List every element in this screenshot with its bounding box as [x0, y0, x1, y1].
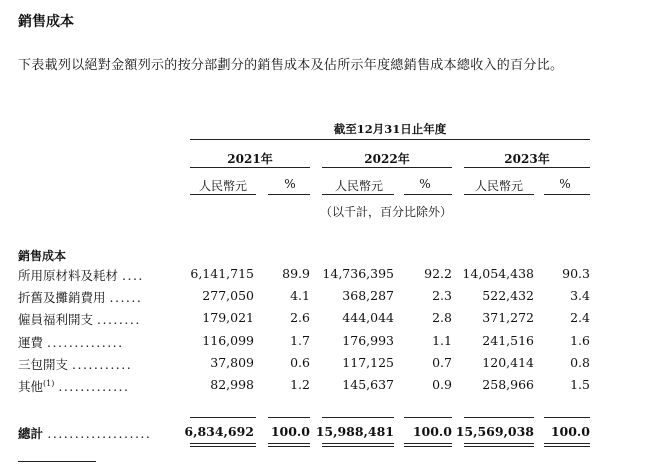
- unit-amount-2022: 人民幣元: [334, 179, 383, 193]
- year-underline-2022: [322, 167, 452, 168]
- leader-dots: ........: [97, 312, 141, 327]
- total-double-rule-b: [464, 446, 534, 447]
- value-2021-amount: 179,021: [202, 310, 254, 325]
- row-label: 其他: [18, 379, 44, 394]
- total-double-rule-b: [268, 446, 310, 447]
- value-2023-percent: 2.4: [570, 310, 590, 325]
- unit-amount-2023: 人民幣元: [474, 179, 523, 193]
- value-2022-percent: 92.2: [424, 266, 452, 281]
- total-double-rule-a: [268, 443, 310, 444]
- value-2021-amount: 116,099: [202, 333, 254, 348]
- value-2023-amount: 241,516: [482, 333, 534, 348]
- table-section-title: 銷售成本: [18, 249, 67, 263]
- total-double-rule-a: [190, 443, 256, 444]
- value-2023-percent: 90.3: [562, 266, 590, 281]
- unit-underline-amount-2022: [322, 194, 394, 195]
- row-label: 折舊及攤銷費用: [18, 290, 106, 305]
- total-double-rule-b: [544, 446, 590, 447]
- footnote-separator: [18, 461, 96, 462]
- value-2021-percent: 89.9: [282, 266, 310, 281]
- year-header-2021: 2021年: [227, 152, 273, 166]
- unit-note: （以千計，百分比除外）: [319, 205, 452, 219]
- value-2022-percent: 2.8: [432, 310, 452, 325]
- value-2023-percent: 0.8: [570, 355, 590, 370]
- value-2022-amount: 145,637: [342, 377, 394, 392]
- value-2023-amount: 371,272: [482, 310, 534, 325]
- total-2021-amount: 6,834,692: [184, 424, 254, 439]
- value-2022-amount: 117,125: [342, 355, 394, 370]
- footnote-marker: (1): [43, 378, 55, 388]
- leader-dots: ......: [109, 290, 143, 305]
- value-2021-amount: 82,998: [210, 377, 254, 392]
- period-header: 截至12月31日止年度: [333, 122, 447, 136]
- total-2023-percent: 100.0: [550, 424, 590, 439]
- subtotal-rule-2022-amount: [322, 417, 394, 418]
- unit-percent-2023: %: [559, 177, 571, 191]
- row-label: 所用原材料及耗材: [18, 268, 119, 283]
- value-2021-percent: 1.2: [290, 377, 310, 392]
- unit-underline-percent-2021: [268, 194, 310, 195]
- subtotal-rule-2022-percent: [404, 417, 452, 418]
- row-label: 僱員福利開支: [18, 312, 94, 327]
- value-2021-percent: 0.6: [290, 355, 310, 370]
- year-underline-2023: [464, 167, 590, 168]
- unit-underline-percent-2022: [404, 194, 452, 195]
- year-underline-2021: [190, 167, 310, 168]
- unit-amount-2021: 人民幣元: [198, 179, 247, 193]
- value-2023-percent: 3.4: [570, 288, 590, 303]
- total-double-rule-a: [544, 443, 590, 444]
- value-2022-amount: 176,993: [342, 333, 394, 348]
- total-double-rule-a: [322, 443, 394, 444]
- value-2023-amount: 258,966: [482, 377, 534, 392]
- value-2023-amount: 120,414: [482, 355, 534, 370]
- total-2022-percent: 100.0: [412, 424, 452, 439]
- section-heading: 銷售成本: [18, 14, 74, 30]
- year-header-2022: 2022年: [364, 152, 410, 166]
- total-double-rule-a: [404, 443, 452, 444]
- total-2022-amount: 15,988,481: [315, 424, 394, 439]
- value-2023-percent: 1.6: [570, 333, 590, 348]
- total-double-rule-b: [404, 446, 452, 447]
- total-double-rule-b: [190, 446, 256, 447]
- value-2023-amount: 14,054,438: [462, 266, 534, 281]
- unit-percent-2022: %: [419, 177, 431, 191]
- value-2021-percent: 2.6: [290, 310, 310, 325]
- total-double-rule-b: [322, 446, 394, 447]
- value-2023-amount: 522,432: [482, 288, 534, 303]
- value-2022-amount: 368,287: [342, 288, 394, 303]
- value-2021-percent: 1.7: [290, 333, 310, 348]
- unit-underline-percent-2023: [544, 194, 590, 195]
- row-label: 運費: [18, 335, 44, 350]
- subtotal-rule-2023-percent: [544, 417, 590, 418]
- total-2021-percent: 100.0: [270, 424, 310, 439]
- value-2022-amount: 14,736,395: [322, 266, 394, 281]
- subtotal-rule-2021-amount: [190, 417, 256, 418]
- total-2023-amount: 15,569,038: [455, 424, 534, 439]
- value-2022-amount: 444,044: [342, 310, 394, 325]
- value-2021-amount: 277,050: [202, 288, 254, 303]
- total-double-rule-a: [464, 443, 534, 444]
- value-2022-percent: 0.7: [432, 355, 452, 370]
- unit-underline-amount-2023: [464, 194, 534, 195]
- value-2021-amount: 37,809: [210, 355, 254, 370]
- value-2022-percent: 2.3: [432, 288, 452, 303]
- leader-dots: ...................: [47, 426, 152, 441]
- unit-underline-amount-2021: [190, 194, 256, 195]
- total-label: 總計: [18, 426, 44, 441]
- leader-dots: ....: [122, 268, 144, 283]
- intro-paragraph: 下表載列以絕對金額列示的按分部劃分的銷售成本及佔所示年度總銷售成本總收入的百分比。: [18, 58, 564, 73]
- leader-dots: ..............: [47, 335, 124, 350]
- leader-dots: .............: [58, 379, 130, 394]
- value-2021-amount: 6,141,715: [190, 266, 254, 281]
- subtotal-rule-2023-amount: [464, 417, 534, 418]
- period-underline: [190, 139, 590, 140]
- value-2022-percent: 0.9: [432, 377, 452, 392]
- unit-percent-2021: %: [284, 177, 296, 191]
- value-2022-percent: 1.1: [432, 333, 452, 348]
- value-2023-percent: 1.5: [570, 377, 590, 392]
- value-2021-percent: 4.1: [290, 288, 310, 303]
- leader-dots: ...........: [72, 357, 133, 372]
- row-label: 三包開支: [18, 357, 69, 372]
- year-header-2023: 2023年: [504, 152, 550, 166]
- subtotal-rule-2021-percent: [268, 417, 310, 418]
